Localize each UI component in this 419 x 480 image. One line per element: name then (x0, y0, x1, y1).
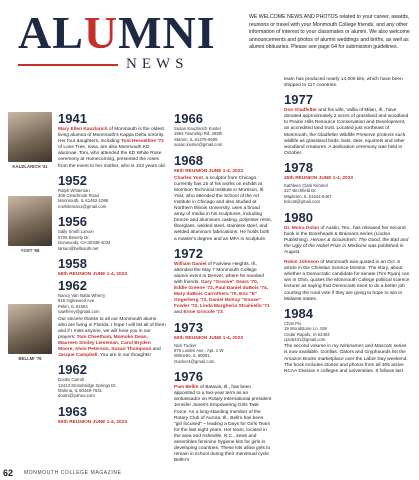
class-note (284, 260, 410, 303)
alumni-name: Robin Johnson (284, 260, 319, 266)
class-year: 1980 (284, 209, 313, 225)
class-year: 1956 (58, 214, 87, 230)
class-year: 1973 (174, 319, 203, 335)
class-year: 1958 (58, 255, 87, 271)
note-text: series is now available. Gorillas, Gators and Gryphounds list the Amazon Books marketplace over the Labor Day weekend. The book includes stories and photos from all 305 active NCAA Division II colleges and universities. It follows last (284, 344, 408, 374)
reunion-notice: 65th REUNION JUNE 1-4, 2023 (58, 271, 128, 277)
note-text: and (151, 347, 161, 352)
page-number: 62 (3, 468, 14, 478)
note-text: of Monmouth was quoted in an Oct. 6 article in the Christian Science Monitor. The story, about whether a Democratic candidate for senate (Tim Ryan) can win in Ohio, quotes the Monmouth College political science lecturer as saying that Democrats need to do a better job courting the rural vote if they are going to hope to win in Midwest states. (284, 260, 410, 302)
class-correspondent: Susan Kauzlarich Kuster 1963 Township Rd. 285th Stamm, IL 61478-9606 susan.kuster@gmail.com (174, 126, 223, 148)
class-correspondent: Chris Pio 19 Woodstone Ln. SW Cedar Rapids, IA 52404 cpio5431@gmail.com (284, 320, 330, 342)
class-correspondent: Kathleen Clark Kimmel 227 Birchfield Dr. Mapleton, IL 61544-5467 kckcat@gmail.com (284, 182, 332, 205)
reunion-notice: 50th REUNION JUNE 1-4, 2023 (174, 335, 244, 341)
alumni-name: Mary Ellen Kauzlarich (58, 127, 108, 132)
alumni-name: Gary "Groove" Sears '70, Eddie Greene '72, Paul Daniel duBois '74, Mary duBois Carrothers '70, Eric "E" Ongerberg '72, Daniel McKay "Goose" Fowler '72, Linda Margherio Strainiello '71 (174, 279, 270, 310)
class-note (284, 108, 410, 157)
alumni-name: Ernie Grocole '73 (183, 310, 223, 316)
class-note (174, 262, 272, 317)
note-text: of Austin, Tex., has released her second book in the Boneheads & Brainiacs series (Lindon Publishing). (284, 225, 406, 243)
alumni-photo (8, 112, 52, 162)
column-2 (174, 112, 272, 468)
class-note (174, 176, 272, 243)
note-text: of Monmouth is the oldest living alumna of Monmouth's Kappa Delta sorority. Her four daughters, including (58, 127, 165, 145)
alumni-photo (8, 196, 52, 246)
alumni-name: Toni Hesseltine '72 (120, 139, 164, 145)
masthead-title: ALUMNI (18, 7, 216, 58)
note-text: of Lone Tree, Iowa, are also Monmouth KD alumnae. Toni, who attended the KD White Rose ceremony at Homecoming, presented the roses from the event to her mother, who is 103 years old. (58, 145, 166, 169)
class-year: 1978 (284, 159, 313, 175)
photo-caption: KAUZLARICH '41 (12, 164, 48, 169)
masthead (10, 7, 225, 72)
column-1 (58, 112, 166, 427)
class-year: 1962 (58, 277, 87, 293)
class-year: 1941 (58, 111, 87, 126)
class-note: team has produced nearly 14,000 kits, which have been shipped to 117 countries. (284, 77, 403, 89)
masthead-subtitle: NEWS (126, 56, 189, 72)
book-title: Nicknames and Mascots (340, 344, 393, 350)
class-year: 1972 (174, 245, 203, 261)
reunion-notice: 45th REUNION JUNE 1-4, 2023 (284, 175, 354, 181)
alumni-name: Charles Yost (174, 175, 203, 181)
class-year: 1966 (174, 111, 203, 126)
class-correspondent: Nick Tucker 875 Linden Ave., Apt. 1 W Wilmette, IL 60091 ntucker4@gmail.com (174, 342, 224, 364)
masthead-rule (18, 64, 118, 66)
class-year: 1963 (58, 403, 87, 419)
class-note (58, 127, 166, 170)
class-year: 1976 (174, 369, 203, 385)
photo-caption: BELLMI '76 (18, 356, 42, 361)
book-title: Heroes & Scoundrels: The Good, the Bad and the Ugly of the Nobel Prize in Medicine (284, 237, 409, 249)
alumni-name: William Daniel (174, 261, 207, 267)
alumni-name: Pam Bellm (174, 385, 199, 391)
photo-caption: YOST '68 (20, 248, 40, 253)
reunion-notice: 55th REUNION JUNE 1-4, 2023 (174, 168, 244, 174)
class-correspondent: Nancy Van Natta Wherry 916 Inglewood Ave. Pekin, IL 61554 nawherry@gmail.com (58, 292, 106, 315)
class-note (284, 226, 410, 256)
note-text: Our sincere thanks to all our Monmouth alums who are living in Florida. I hope I will list all of them and if I miss anyone, we will hear you in our prayers: (58, 316, 166, 340)
alumni-photo (8, 304, 52, 354)
note-text: . You are in our thoughts! (97, 353, 151, 359)
class-year: 1968 (174, 152, 203, 168)
note-text: was published in August. (284, 243, 404, 255)
reunion-notice: 60th REUNION JUNE 1-4, 2023 (58, 419, 128, 425)
note-text: . (222, 310, 224, 316)
magazine-name: MONMOUTH COLLEGE MAGAZINE (24, 470, 122, 476)
alumni-name: Don Gladfelter (284, 108, 318, 114)
note-text: of Fairview Heights, Ill., attended the May 7 Monmouth College alumni event in Denver, where he reunited with friends, (174, 261, 264, 285)
column-3 (284, 76, 410, 379)
note-text: of Batavia, Ill., has been appointed to a two-year term as an ambassador on Rotary International president Jennifer Jones's Empowering Girls Task Force. As a long-standing member of the Rotary Club of Aurora, Ill., Bellm has been "girl focused" – leading a Days for Girls Team for the last eight years. Her team, located in the area and Asheville, N.C., sews and assembles feminine hygiene kits for girls in developing countries. These kits allow girls to remain in school during their menstrual cycle. Bellm's (174, 385, 272, 464)
class-note (174, 385, 272, 464)
class-year: 1962 (58, 362, 87, 378)
class-note (284, 344, 410, 374)
class-year: 1984 (284, 305, 313, 321)
alumni-name: Jacque Campbell (58, 353, 98, 359)
intro-text: WE WELCOME NEWS AND PHOTOS related to your career, awards, reunions or travel with your Monmouth College friends, and any other information of interest to your classmates or alumni. We also welcome announcements and photos of alumni weddings and births, as well as alumni obituaries. Please see page 64 for submission guidelines. (249, 14, 410, 51)
page-footer (0, 468, 419, 480)
class-year: 1977 (284, 92, 313, 108)
note-text: and (174, 310, 184, 316)
class-correspondent: Dooks Carroll 12413 Stonebridge Springs Dr. Molena, IL 60448-7631 dooks@yahoo.com (58, 377, 117, 399)
class-year: 1952 (58, 172, 87, 188)
alumni-name: Tom Cheetham, Momoko Dean, Maureen Smiley Lieseman, Carol Bryden Moore, Alvin Peterson, Susan Thompson (58, 334, 152, 352)
class-note (58, 317, 166, 360)
class-correspondent: Sally Smith Larson 5725 Beverly Dr. Dunwoody, GA 30338-4034 larsun@bellsouth.net (58, 229, 111, 251)
alumni-name: Dr. Moira Dolan (284, 225, 320, 231)
note-text: and his wife, Vallia of Milan, Ill., have donated approximately 2 acres of grassland and woodland to Prairie Hills Resource Conservation and Development, an accredited land trust. Located just northeast of Monmouth, the Gladfelter Wildlife Preserve protects such wildlife as grassland birds, bats, deer, squirrels and other woodland creatures. A dedication ceremony was held in October. (284, 108, 409, 156)
note-text: The second volume in my (284, 344, 340, 350)
class-correspondent: Ralph Whiteman 309 Clearbrook Road Monmouth, IL 61462-1098 rcwhiteman1@gmail.com (58, 187, 109, 209)
note-text: , a sculptor from Chicago, currently has 15 of his works on exhibit at Morrison Technical Institute in Morrison, Ill. Yost, who attended the School of the Art Institute in Chicago and also studied at Northern Illinois University, uses a broad array of media in his sculptures, including bronze and aluminum casting, polyester resin, fiberglass, welded steel, stainless steel, and welded aluminum fabrications. He holds both a master's degree and an MFA in sculpture. (174, 175, 272, 242)
